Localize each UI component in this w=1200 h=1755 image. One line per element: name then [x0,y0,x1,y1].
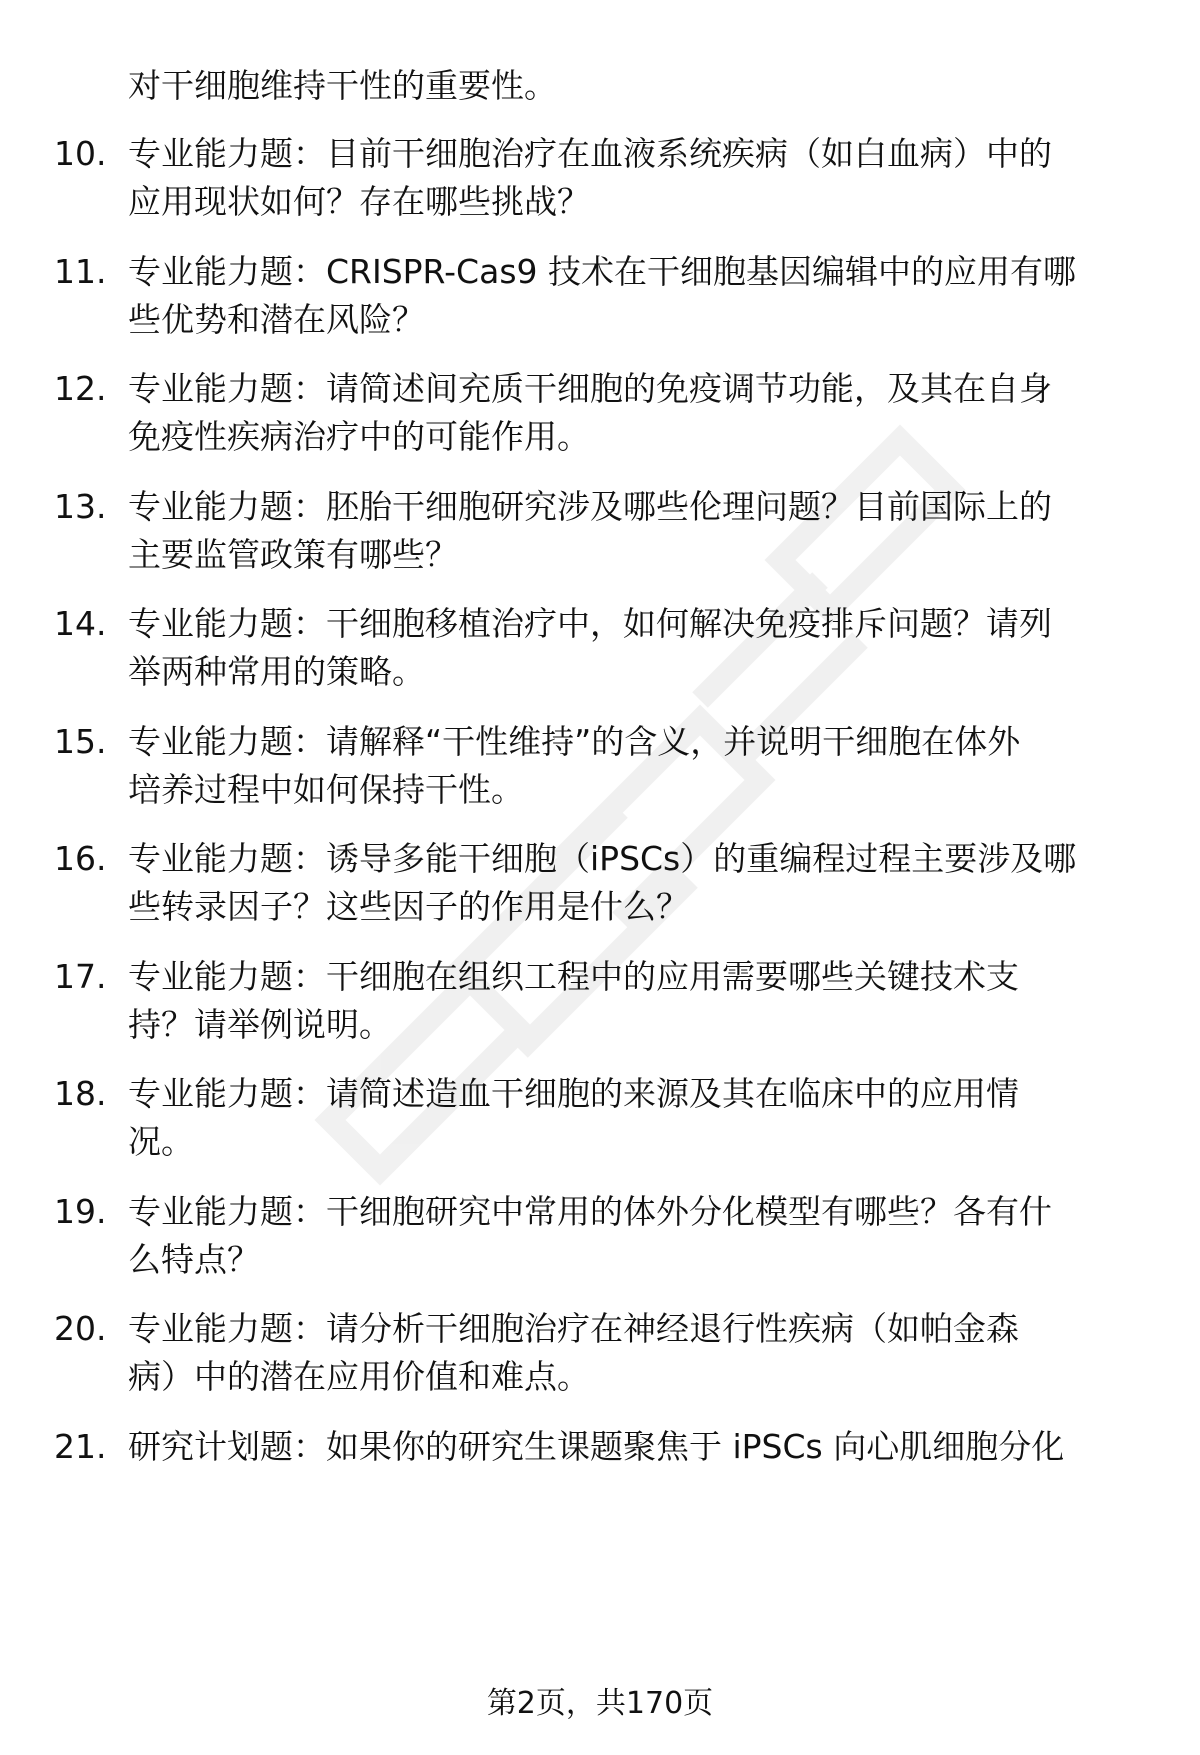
item-number: 21. [54,1426,107,1466]
item-text-line: 专业能力题：干细胞研究中常用的体外分化模型有哪些？各有什 [128,1191,1052,1231]
item-text-line: 专业能力题：干细胞在组织工程中的应用需要哪些关键技术支 [128,956,1019,996]
item-text-line: 专业能力题：目前干细胞治疗在血液系统疾病（如白血病）中的 [128,134,1052,173]
item-text-line: 专业能力题：诱导多能干细胞（iPSCs）的重编程过程主要涉及哪 [128,839,1077,878]
item-text-line: 专业能力题：请简述造血干细胞的来源及其在临床中的应用情 [128,1074,1019,1113]
item-number: 14. [54,604,107,643]
item-number: 16. [54,839,107,878]
item-text-line: 举两种常用的策略。 [128,652,425,691]
item-number: 17. [54,956,107,996]
page-footer: 第2页，共170页 [486,1686,714,1721]
item-text-line: 况。 [128,1122,194,1161]
item-text-line: 专业能力题：请简述间充质干细胞的免疫调节功能，及其在自身 [128,369,1052,408]
item-text-line: 主要监管政策有哪些？ [128,534,458,574]
item-number: 13. [54,486,107,526]
item-text-line: 病）中的潜在应用价值和难点。 [128,1357,590,1396]
item-text-line: 专业能力题：胚胎干细胞研究涉及哪些伦理问题？目前国际上的 [128,486,1052,526]
item-text-line: 应用现状如何？存在哪些挑战？ [128,182,590,221]
continuation-line: 对干细胞维持干性的重要性。 [128,66,557,105]
item-text-line: 专业能力题：CRISPR-Cas9 技术在干细胞基因编辑中的应用有哪 [128,251,1076,291]
item-text-line: 些转录因子？这些因子的作用是什么？ [128,887,689,926]
item-number: 15. [54,721,107,761]
item-number: 20. [54,1309,107,1348]
item-text-line: 持？请举例说明。 [128,1004,392,1044]
item-number: 12. [54,369,107,408]
item-text-line: 免疫性疾病治疗中的可能作用。 [128,417,590,456]
item-text-line: 培养过程中如何保持干性。 [128,769,524,809]
item-text-line: 研究计划题：如果你的研究生课题聚焦于 iPSCs 向心肌细胞分化 [128,1426,1065,1466]
item-number: 11. [54,251,107,291]
item-text-line: 么特点？ [128,1239,260,1279]
item-text-line: 专业能力题：请分析干细胞治疗在神经退行性疾病（如帕金森 [128,1309,1019,1348]
item-text-line: 专业能力题：干细胞移植治疗中，如何解决免疫排斥问题？请列 [128,604,1052,643]
item-number: 19. [54,1191,107,1231]
item-text-line: 些优势和潜在风险？ [128,299,425,339]
item-number: 10. [54,134,107,173]
item-number: 18. [54,1074,107,1113]
item-text-line: 专业能力题：请解释“干性维持”的含义，并说明干细胞在体外 [128,721,1021,761]
